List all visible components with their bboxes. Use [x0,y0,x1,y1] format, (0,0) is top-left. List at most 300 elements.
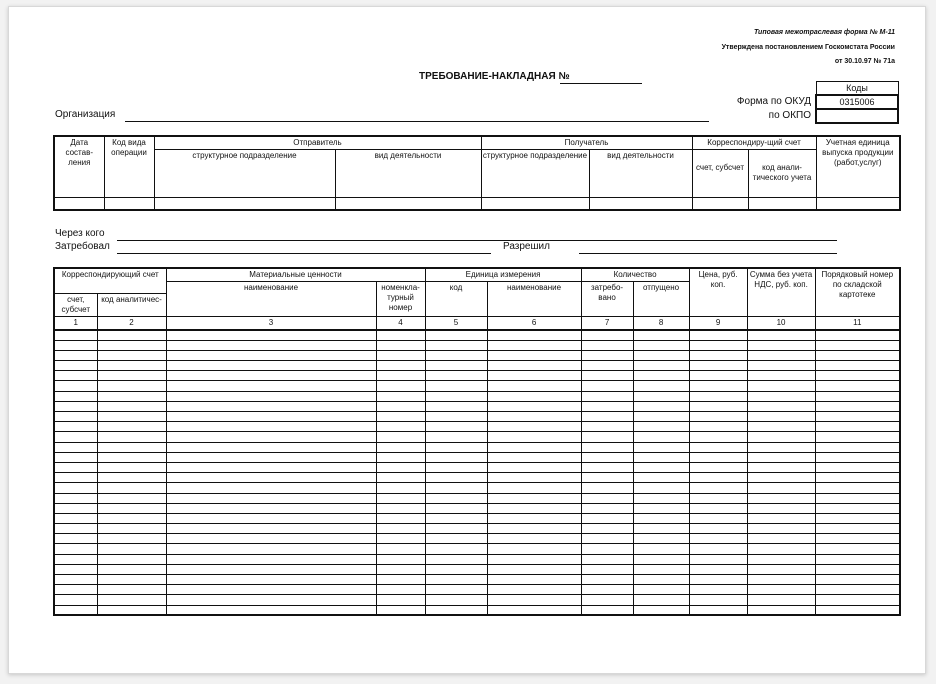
table-cell[interactable] [747,493,815,503]
table-cell[interactable] [166,595,376,605]
table-cell[interactable] [376,483,425,493]
table-cell[interactable] [487,585,581,595]
table-cell[interactable] [376,350,425,360]
table-cell[interactable] [97,564,166,574]
table-cell[interactable] [815,544,900,554]
table-cell[interactable] [581,350,633,360]
table-cell[interactable] [747,575,815,585]
table-cell[interactable] [97,381,166,391]
table-cell[interactable] [425,473,487,483]
table-cell[interactable] [747,544,815,554]
table-cell[interactable] [376,564,425,574]
table-cell[interactable] [581,554,633,564]
table-cell[interactable] [581,575,633,585]
table-cell[interactable] [487,401,581,411]
table-cell[interactable] [376,595,425,605]
table-cell[interactable] [689,595,747,605]
table-cell[interactable] [633,422,689,432]
table-cell[interactable] [54,350,97,360]
table-cell[interactable] [97,371,166,381]
table-cell[interactable] [54,564,97,574]
table-cell[interactable] [376,524,425,534]
table-cell[interactable] [581,432,633,442]
table-cell[interactable] [376,371,425,381]
okud-value[interactable]: 0315006 [816,95,898,109]
table-cell[interactable] [166,340,376,350]
table-cell[interactable] [815,350,900,360]
table-cell[interactable] [633,513,689,523]
table-cell[interactable] [633,554,689,564]
table-cell[interactable] [689,554,747,564]
table-cell[interactable] [54,330,97,340]
table-cell[interactable] [581,513,633,523]
table-cell[interactable] [166,422,376,432]
table-cell[interactable] [633,391,689,401]
table-cell[interactable] [166,483,376,493]
table-cell[interactable] [376,503,425,513]
table-cell[interactable] [166,564,376,574]
table-cell[interactable] [747,605,815,615]
table-cell[interactable] [815,493,900,503]
cell-analytic-code[interactable] [748,198,816,210]
table-cell[interactable] [633,412,689,422]
table-cell[interactable] [97,503,166,513]
table-cell[interactable] [54,493,97,503]
table-cell[interactable] [54,575,97,585]
table-cell[interactable] [54,473,97,483]
table-cell[interactable] [633,442,689,452]
table-cell[interactable] [689,503,747,513]
table-cell[interactable] [166,462,376,472]
table-cell[interactable] [376,422,425,432]
table-cell[interactable] [97,605,166,615]
table-cell[interactable] [815,585,900,595]
table-cell[interactable] [487,381,581,391]
table-cell[interactable] [376,605,425,615]
table-cell[interactable] [425,340,487,350]
table-cell[interactable] [487,361,581,371]
table-cell[interactable] [54,483,97,493]
table-cell[interactable] [633,605,689,615]
table-cell[interactable] [581,422,633,432]
table-cell[interactable] [689,330,747,340]
table-cell[interactable] [633,340,689,350]
table-cell[interactable] [54,432,97,442]
table-cell[interactable] [633,361,689,371]
table-cell[interactable] [425,544,487,554]
table-cell[interactable] [54,513,97,523]
table-cell[interactable] [376,340,425,350]
table-cell[interactable] [689,442,747,452]
table-cell[interactable] [54,381,97,391]
table-cell[interactable] [376,554,425,564]
table-cell[interactable] [54,554,97,564]
table-cell[interactable] [166,432,376,442]
table-cell[interactable] [97,350,166,360]
table-cell[interactable] [166,575,376,585]
table-cell[interactable] [747,391,815,401]
table-cell[interactable] [815,513,900,523]
table-cell[interactable] [689,493,747,503]
table-cell[interactable] [747,361,815,371]
table-cell[interactable] [376,391,425,401]
table-cell[interactable] [689,483,747,493]
table-cell[interactable] [425,585,487,595]
table-cell[interactable] [425,371,487,381]
table-cell[interactable] [54,401,97,411]
table-cell[interactable] [689,340,747,350]
table-cell[interactable] [425,401,487,411]
table-cell[interactable] [97,442,166,452]
table-cell[interactable] [425,361,487,371]
table-cell[interactable] [747,585,815,595]
table-cell[interactable] [747,473,815,483]
table-cell[interactable] [747,442,815,452]
table-cell[interactable] [633,595,689,605]
table-cell[interactable] [54,585,97,595]
table-cell[interactable] [54,605,97,615]
table-cell[interactable] [97,330,166,340]
table-cell[interactable] [54,503,97,513]
table-cell[interactable] [815,564,900,574]
table-cell[interactable] [581,534,633,544]
table-cell[interactable] [166,513,376,523]
table-cell[interactable] [581,452,633,462]
table-cell[interactable] [425,524,487,534]
table-cell[interactable] [689,432,747,442]
table-cell[interactable] [54,462,97,472]
table-cell[interactable] [633,503,689,513]
table-cell[interactable] [376,442,425,452]
table-cell[interactable] [376,401,425,411]
table-cell[interactable] [581,442,633,452]
cell-unit-output[interactable] [816,198,900,210]
table-cell[interactable] [815,483,900,493]
table-cell[interactable] [815,401,900,411]
table-cell[interactable] [487,605,581,615]
table-cell[interactable] [815,462,900,472]
table-cell[interactable] [376,452,425,462]
table-cell[interactable] [166,605,376,615]
table-cell[interactable] [425,595,487,605]
organization-line[interactable] [125,121,709,122]
table-cell[interactable] [581,544,633,554]
table-cell[interactable] [815,340,900,350]
table-cell[interactable] [581,564,633,574]
table-cell[interactable] [425,534,487,544]
table-cell[interactable] [633,371,689,381]
cell-op-code[interactable] [104,198,154,210]
cell-sender-unit[interactable] [154,198,335,210]
table-cell[interactable] [689,544,747,554]
okpo-value[interactable] [816,109,898,123]
table-cell[interactable] [425,391,487,401]
table-cell[interactable] [97,462,166,472]
table-cell[interactable] [97,412,166,422]
table-cell[interactable] [425,452,487,462]
table-cell[interactable] [97,473,166,483]
table-cell[interactable] [815,595,900,605]
table-cell[interactable] [747,483,815,493]
table-cell[interactable] [633,564,689,574]
table-cell[interactable] [425,412,487,422]
table-cell[interactable] [166,544,376,554]
table-cell[interactable] [581,462,633,472]
table-cell[interactable] [747,554,815,564]
table-cell[interactable] [581,381,633,391]
table-cell[interactable] [689,524,747,534]
table-cell[interactable] [166,524,376,534]
table-cell[interactable] [633,350,689,360]
table-cell[interactable] [487,340,581,350]
table-cell[interactable] [425,330,487,340]
table-cell[interactable] [54,391,97,401]
table-cell[interactable] [166,452,376,462]
table-cell[interactable] [54,422,97,432]
table-cell[interactable] [815,391,900,401]
table-cell[interactable] [425,493,487,503]
table-cell[interactable] [487,493,581,503]
table-cell[interactable] [633,432,689,442]
table-cell[interactable] [815,422,900,432]
table-cell[interactable] [376,361,425,371]
table-cell[interactable] [689,575,747,585]
table-cell[interactable] [166,412,376,422]
permitted-line[interactable] [579,253,837,254]
table-cell[interactable] [97,575,166,585]
table-cell[interactable] [689,462,747,472]
table-cell[interactable] [487,432,581,442]
table-cell[interactable] [376,462,425,472]
table-cell[interactable] [166,350,376,360]
table-cell[interactable] [689,371,747,381]
table-cell[interactable] [425,513,487,523]
table-cell[interactable] [54,452,97,462]
table-cell[interactable] [487,391,581,401]
table-cell[interactable] [633,524,689,534]
table-cell[interactable] [633,401,689,411]
cell-date[interactable] [54,198,104,210]
table-cell[interactable] [97,554,166,564]
table-cell[interactable] [166,473,376,483]
table-cell[interactable] [487,462,581,472]
table-cell[interactable] [815,575,900,585]
table-cell[interactable] [425,432,487,442]
table-cell[interactable] [633,575,689,585]
table-cell[interactable] [97,493,166,503]
table-cell[interactable] [487,595,581,605]
table-cell[interactable] [487,503,581,513]
table-cell[interactable] [633,534,689,544]
table-cell[interactable] [425,483,487,493]
requested-line[interactable] [117,253,491,254]
table-cell[interactable] [815,473,900,483]
table-cell[interactable] [633,483,689,493]
table-cell[interactable] [97,585,166,595]
table-cell[interactable] [581,340,633,350]
table-cell[interactable] [581,585,633,595]
cell-account-sub[interactable] [692,198,748,210]
table-cell[interactable] [633,381,689,391]
table-cell[interactable] [689,412,747,422]
table-cell[interactable] [747,534,815,544]
table-cell[interactable] [581,361,633,371]
table-cell[interactable] [815,503,900,513]
table-cell[interactable] [54,524,97,534]
table-cell[interactable] [376,432,425,442]
table-cell[interactable] [376,534,425,544]
table-cell[interactable] [425,442,487,452]
table-cell[interactable] [689,452,747,462]
table-cell[interactable] [747,381,815,391]
table-cell[interactable] [425,350,487,360]
table-cell[interactable] [633,330,689,340]
table-cell[interactable] [747,401,815,411]
table-cell[interactable] [166,381,376,391]
table-cell[interactable] [166,534,376,544]
table-cell[interactable] [689,564,747,574]
table-cell[interactable] [815,432,900,442]
table-cell[interactable] [815,524,900,534]
cell-receiver-unit[interactable] [481,198,589,210]
table-cell[interactable] [425,503,487,513]
table-cell[interactable] [166,554,376,564]
table-cell[interactable] [747,564,815,574]
table-cell[interactable] [815,412,900,422]
table-cell[interactable] [54,361,97,371]
table-cell[interactable] [97,483,166,493]
cell-sender-activity[interactable] [335,198,481,210]
table-cell[interactable] [97,340,166,350]
table-cell[interactable] [747,340,815,350]
table-cell[interactable] [97,391,166,401]
table-cell[interactable] [581,595,633,605]
table-cell[interactable] [581,473,633,483]
table-cell[interactable] [581,605,633,615]
table-cell[interactable] [689,361,747,371]
table-cell[interactable] [54,371,97,381]
table-cell[interactable] [815,381,900,391]
table-cell[interactable] [487,412,581,422]
table-cell[interactable] [747,503,815,513]
table-cell[interactable] [689,391,747,401]
table-cell[interactable] [581,503,633,513]
table-cell[interactable] [747,452,815,462]
table-cell[interactable] [487,452,581,462]
table-cell[interactable] [97,422,166,432]
table-cell[interactable] [689,401,747,411]
table-cell[interactable] [376,412,425,422]
table-cell[interactable] [689,534,747,544]
table-cell[interactable] [425,462,487,472]
table-cell[interactable] [581,391,633,401]
table-cell[interactable] [487,350,581,360]
table-cell[interactable] [166,361,376,371]
title-number-line[interactable] [560,83,642,84]
table-cell[interactable] [425,575,487,585]
table-cell[interactable] [689,513,747,523]
table-cell[interactable] [689,605,747,615]
table-cell[interactable] [747,412,815,422]
table-cell[interactable] [581,330,633,340]
table-cell[interactable] [54,340,97,350]
table-cell[interactable] [487,422,581,432]
table-cell[interactable] [689,350,747,360]
table-cell[interactable] [425,381,487,391]
table-cell[interactable] [54,534,97,544]
table-cell[interactable] [425,422,487,432]
table-cell[interactable] [376,513,425,523]
table-cell[interactable] [633,544,689,554]
table-cell[interactable] [581,483,633,493]
table-cell[interactable] [425,564,487,574]
table-cell[interactable] [54,412,97,422]
table-cell[interactable] [633,585,689,595]
table-cell[interactable] [376,493,425,503]
table-cell[interactable] [689,422,747,432]
table-cell[interactable] [487,442,581,452]
table-cell[interactable] [376,585,425,595]
table-cell[interactable] [166,401,376,411]
table-cell[interactable] [97,513,166,523]
table-cell[interactable] [487,534,581,544]
table-cell[interactable] [581,493,633,503]
table-cell[interactable] [97,361,166,371]
table-cell[interactable] [747,371,815,381]
table-cell[interactable] [581,401,633,411]
table-cell[interactable] [581,412,633,422]
table-cell[interactable] [166,330,376,340]
table-cell[interactable] [747,595,815,605]
table-cell[interactable] [54,544,97,554]
table-cell[interactable] [815,534,900,544]
table-cell[interactable] [97,595,166,605]
table-cell[interactable] [376,381,425,391]
table-cell[interactable] [54,595,97,605]
table-cell[interactable] [689,381,747,391]
table-cell[interactable] [97,452,166,462]
table-cell[interactable] [54,442,97,452]
table-cell[interactable] [97,401,166,411]
table-cell[interactable] [815,361,900,371]
table-cell[interactable] [747,462,815,472]
table-cell[interactable] [166,442,376,452]
table-cell[interactable] [633,473,689,483]
table-cell[interactable] [166,503,376,513]
table-cell[interactable] [487,371,581,381]
table-cell[interactable] [689,585,747,595]
table-cell[interactable] [747,330,815,340]
table-cell[interactable] [747,432,815,442]
table-cell[interactable] [166,371,376,381]
table-cell[interactable] [747,513,815,523]
table-cell[interactable] [487,564,581,574]
table-cell[interactable] [815,605,900,615]
table-cell[interactable] [97,524,166,534]
table-cell[interactable] [487,524,581,534]
table-cell[interactable] [376,330,425,340]
table-cell[interactable] [747,422,815,432]
cell-receiver-activity[interactable] [589,198,692,210]
table-cell[interactable] [376,575,425,585]
table-cell[interactable] [425,554,487,564]
table-cell[interactable] [689,473,747,483]
table-cell[interactable] [487,483,581,493]
table-cell[interactable] [376,544,425,554]
table-cell[interactable] [97,544,166,554]
table-cell[interactable] [633,452,689,462]
table-cell[interactable] [581,524,633,534]
